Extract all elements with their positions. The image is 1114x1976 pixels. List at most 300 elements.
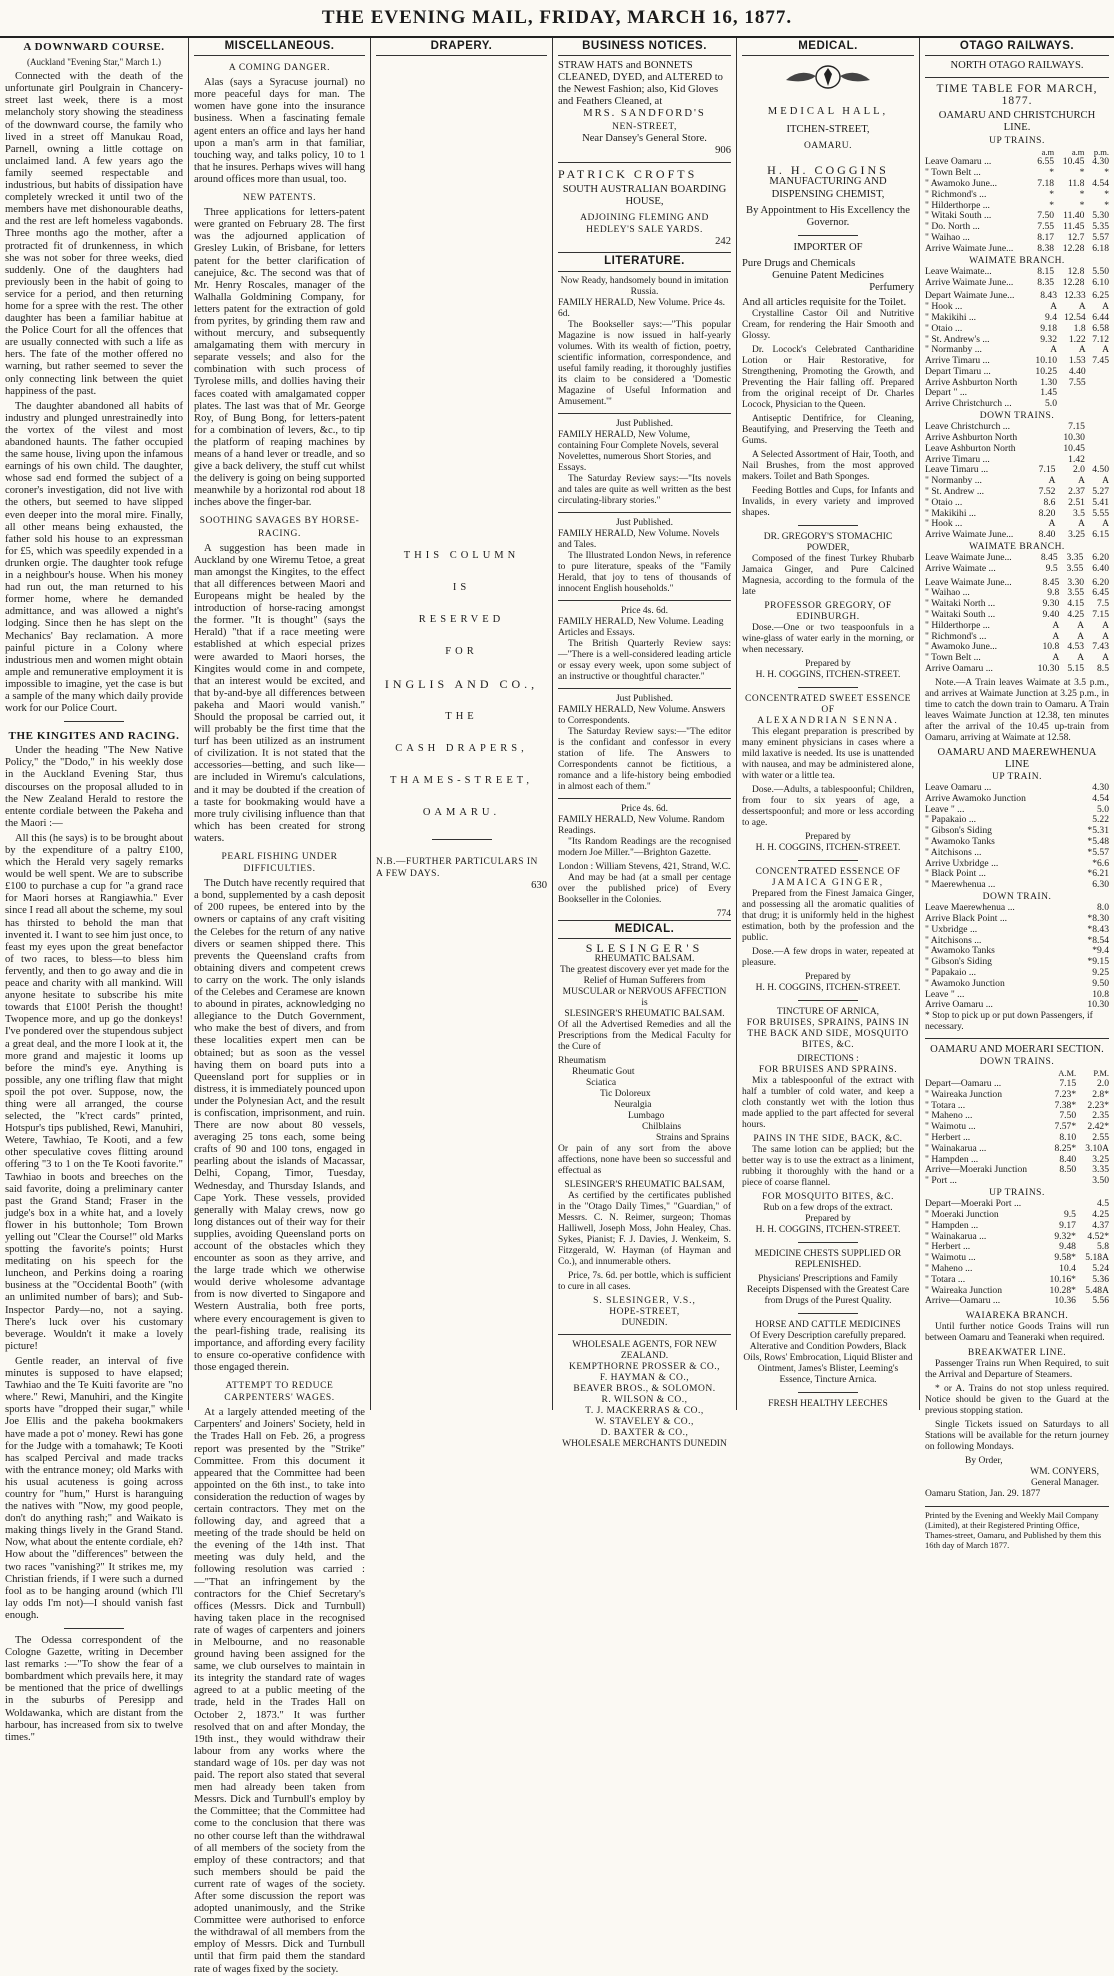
- ad-text: The Saturday Review says:—"Its novels and tales are quite as well written as the best circulating-library stories.": [558, 473, 731, 506]
- ad-title: HORSE AND CATTLE MEDICINES: [755, 1320, 901, 1331]
- article-paragraph: The Dutch have recently required that a bond, supplemented by a cash deposit of 200 rupees, be entered into by the owners or captains of any craft visiting the Celebes for the return of any native divers or seamen shipped there. This prevents the Queensland crafts from obtaining divers and competent crews to carry on the work. The only islands of the Celebes and Ceramese are known to abound in pirates, acknowledging no allegiance to the Dutch Government, who make the best of divers, and from these localities expert men can be obtained; but as soon as the vessel having them on board puts into a Queensland port for supplies or in distress, it is immediately pounced upon under the Polynesian Act, and the result is confiscation, imprisonment, and ruin. There are now about 80 vessels, averaging 25 tons each, some being crafts of 90 and 100 tons, engaged in pearling about the islands of Macassar, Delhi, Copang, Timor, Tuesday, Wednesday, and Thursday Islands, and Cape York. These vessels, provided generally with Malay crews, now go long distances out of their way for their supplies, avoiding Queensland ports on account of the obstacles which they encounter as soon as they arrive, and the large trade which we otherwise would derive wholesome advantage from is now diverted to Singapore and Western Australia, both free ports, where every encouragement is given to the pearl-fishing trade, realising its importance, and affording every facility to ensure co-operative confidence with those engaged therein.: [194, 878, 365, 1373]
- ad-location: DUNEDIN.: [621, 1317, 668, 1328]
- departure-time: 9.48: [1059, 1241, 1076, 1253]
- departure-time: 8.15: [1037, 265, 1055, 277]
- station-name: Depart Waimate June...: [925, 290, 1015, 302]
- departure-time: 1.53: [1068, 355, 1086, 367]
- column-news: [0, 38, 188, 1743]
- departure-time: 2.0: [1097, 1078, 1109, 1090]
- departure-time: 3.35: [1066, 552, 1084, 564]
- station-name: Leave Oamaru ...: [925, 156, 992, 168]
- timetable-down-oamaru: [925, 578, 1109, 675]
- ailment: Tic Doloreux: [600, 1088, 651, 1099]
- ad-text: Just Published.: [615, 693, 673, 704]
- departure-time: 6.10: [1092, 276, 1109, 288]
- departure-time: 9.4: [1045, 311, 1057, 323]
- section-title: NEW PATENTS.: [242, 193, 317, 204]
- departure-time: 4.54: [1092, 178, 1109, 190]
- ad-subhead: FOR MOSQUITO BITES, &C.: [762, 1192, 894, 1203]
- departure-time: 5.0: [1097, 803, 1109, 815]
- timetable-waimate: [925, 267, 1109, 289]
- line-title: OAMARU AND CHRISTCHURCH LINE.: [938, 110, 1096, 134]
- station-name: " Waitaki North ...: [925, 598, 996, 610]
- train-direction: DOWN TRAINS.: [979, 411, 1055, 422]
- station-name: " Hook ...: [925, 518, 963, 530]
- article-title: THE KINGITES AND RACING.: [8, 730, 180, 743]
- departure-time: 5.22: [1092, 814, 1109, 826]
- ad-text: The same lotion can be applied; but the better way is to use the extract as a liniment, rubbing it thoroughly with the hand or a piece of coarse flannel.: [742, 1145, 914, 1189]
- station-name: Arrive Uxbridge ...: [925, 857, 999, 869]
- departure-time: 7.18: [1037, 178, 1055, 190]
- departure-time: 8.50: [1059, 1164, 1077, 1176]
- drapery-line: THAMES-STREET,: [389, 774, 533, 786]
- station-name: " Waireaka Junction: [925, 1284, 1003, 1296]
- column-railways: [920, 38, 1114, 1551]
- departure-time: [1085, 433, 1109, 444]
- departure-time: 3.25: [1092, 1153, 1109, 1165]
- departure-time: *6.6: [1092, 857, 1109, 869]
- ad-title: FAMILY HERALD, New Volume. Novels and Tales.: [558, 528, 720, 550]
- departure-time: 3.5: [1072, 507, 1085, 519]
- ad-text: "Its Random Readings are the recognised modern Joe Miller."—Brighton Gazette.: [558, 836, 731, 858]
- departure-time: 10.45: [1063, 442, 1085, 454]
- station-name: Leave Waimate June...: [925, 552, 1012, 564]
- section-title: PEARL FISHING UNDER DIFFICULTIES.: [221, 852, 338, 875]
- ad-text: Just Published.: [615, 418, 673, 429]
- station-name: " Port ...: [925, 1175, 957, 1187]
- timetable-row: [925, 1000, 1109, 1011]
- timetable-row: [925, 498, 1109, 509]
- ad-text: By Appointment to His Excellency the Governor.: [746, 204, 910, 228]
- station-name: " Hampden ...: [925, 1219, 979, 1231]
- departure-time: 9.8: [1047, 587, 1060, 599]
- departure-time: 10.45: [1062, 156, 1085, 168]
- ad-text: CONCENTRATED SWEET ESSENCE OF: [745, 694, 911, 716]
- departure-time: 6.20: [1092, 552, 1109, 564]
- train-direction: DOWN TRAINS.: [979, 1057, 1055, 1068]
- station-name: " Waihao ...: [925, 587, 970, 599]
- departure-time: [1046, 1176, 1076, 1187]
- ad-signature: H. H. COGGINS, ITCHEN-STREET.: [755, 1225, 901, 1236]
- station-name: " Awamoko Tanks: [925, 945, 995, 957]
- departure-time: 3.10A: [1085, 1142, 1109, 1154]
- column-heading: LITERATURE.: [558, 252, 731, 271]
- ad-title: WHOLESALE MERCHANTS DUNEDIN: [562, 1438, 727, 1449]
- ad-text: Prepared by: [805, 659, 851, 670]
- departure-time: 5.8: [1097, 1241, 1109, 1253]
- timetable-down-connection: [925, 291, 1109, 410]
- drapery-firm: INGLIS AND CO.,: [384, 677, 539, 692]
- departure-time: 5.56: [1092, 1295, 1109, 1307]
- ad-text: Dose.—Adults, a tablespoonful; Children, from four to six years of age, a dessertspoonful; and more or less according to age.: [742, 785, 914, 829]
- departure-time: [1031, 433, 1055, 444]
- departure-time: [1086, 367, 1109, 378]
- ad-text: And all articles requisite for the Toilet.: [742, 297, 907, 309]
- departure-time: 3.55: [1067, 587, 1085, 599]
- station-name: " Totara ...: [925, 1273, 966, 1285]
- timetable-row: [925, 399, 1109, 410]
- agent: BEAVER BROS., & SOLOMON.: [573, 1383, 716, 1394]
- timetable-maerewhenua-down: [925, 903, 1109, 1011]
- departure-time: 10.8: [1092, 988, 1109, 1000]
- timetable-row: [925, 564, 1109, 575]
- ad-subhead: FOR BRUISES AND SPRAINS.: [758, 1065, 898, 1076]
- ad-business-name: MRS. SANDFORD'S: [583, 108, 706, 120]
- departure-time: 8.43: [1040, 290, 1057, 302]
- departure-time: 2.42*: [1087, 1121, 1109, 1133]
- column-business-notices: [553, 38, 736, 1449]
- station-name: " Maheno ...: [925, 1262, 973, 1274]
- article-paragraph: All this (he says) is to be brought about by the expenditure of a paltry £100, which the Herald very sagely remarks would be well spent. We are to subscribe £100 to purchase a cup for "a grand race for Maori horses at Rangiawhia." Ever since I read all about the scheme, my soul has thirsted to behold the man that invented it. I want to see him just once, to feast my eyes upon the great benefactor of two races, to bless—to bless him fervently, and then to go away and die in peace and charity with all mankind. Will anyone hesitate to subscribe his mite towards that £100! Perish the thought! Twopence more, and up go the donkeys! I've pondered over the stupendous subject a great deal, and the more I look at it, the more grand and majestic it looms up before the mind's eye. Anything is possible, any one trifling flaw that might spoil the pot over. Suppose, now, the thing were all arranged, the course selected, the "k'rect cards" printed, Hotspur's tips published, Rewi, Manuhiri, Wetere, Tawhiao, Te Kooti, and a few other speculative coves flitting around offering "3 to 1 on the Te Kooti favorite." Tawhiao in boots and breeches on the said favorite, doing a preliminary canter past the Grand Stand; Fraser in the judge's box in a white hat, and a lovely flower in his buttonhole; Tom Brown yelling out "Clear the Course!" old Marks spotting the favorite's points; Hurst meditating on his speech for the luncheon, and Perkins doing a roaring business at the "Occidental Booth" (with an unlimited number of bars); and Sub-Inspector Pardy—no, not a saying. There's luck over his customary beverage. Wouldn't it make a lovely picture!: [5, 832, 183, 1352]
- departure-time: 6.55: [1037, 156, 1055, 168]
- article-title: A DOWNWARD COURSE.: [23, 41, 165, 53]
- station-name: " Town Belt ...: [925, 652, 981, 664]
- shop-street: ITCHEN-STREET,: [786, 124, 870, 136]
- ailment-list: [558, 1056, 731, 1144]
- ad-title: WHOLESALE AGENTS, FOR NEW ZEALAND.: [572, 1339, 717, 1361]
- station-name: " Hilderthorpe ...: [925, 619, 990, 631]
- station-name: " Maheno ...: [925, 1110, 973, 1122]
- separator: [558, 162, 731, 163]
- departure-time: 7.45: [1092, 355, 1109, 367]
- departure-time: 5.24: [1092, 1262, 1109, 1274]
- station-name: " Makikihi ...: [925, 507, 977, 519]
- ailment: Neuralgia: [614, 1099, 652, 1110]
- station-name: Arrive—Oamaru ...: [925, 1295, 1001, 1307]
- timetable-up: [925, 147, 1109, 255]
- departure-time: 6.44: [1092, 311, 1109, 323]
- timetable-row: [925, 880, 1109, 891]
- ad-text: Of Every Description carefully prepared. Alterative and Condition Powders, Black Oils, Rows' Embrocation, Liquid Blister and Ointment, James's Blister, Leeming's Essence, Tincture Arnica.: [743, 1331, 913, 1386]
- article-paragraph: Alas (says a Syracuse journal) no more peaceful days for man. The women have gone into the insurance business. When a fascinating female agent enters an office and lays her hand upon a man's arm in that familiar, touching way, and talks policy, 10 to 1 that he insures. Perhaps wives will hang around offices more than usual, too.: [194, 77, 365, 185]
- departure-time: 10.16*: [1049, 1273, 1076, 1285]
- departure-time: 12.28: [1062, 276, 1085, 288]
- column-miscellaneous: [189, 38, 370, 1975]
- departure-time: 11.8: [1067, 178, 1085, 190]
- station-name: Depart Timaru ...: [925, 365, 991, 377]
- departure-time: 4.37: [1092, 1219, 1109, 1231]
- station-name: Leave Christchurch ...: [925, 421, 1010, 433]
- departure-time: 6.30: [1092, 879, 1109, 891]
- ad-text: Prepared by: [805, 1214, 851, 1225]
- ad-text: SOUTH AUSTRALIAN BOARDING HOUSE,: [562, 183, 727, 208]
- departure-time: 2.35: [1092, 1110, 1109, 1122]
- ad-signature: H. H. COGGINS, ITCHEN-STREET.: [755, 983, 901, 994]
- ad-street: NEN-STREET,: [612, 121, 677, 132]
- departure-time: A: [1078, 301, 1086, 313]
- departure-time: 6.20: [1092, 576, 1109, 588]
- departure-time: 6.25: [1092, 290, 1109, 302]
- departure-time: 7.55: [1037, 221, 1055, 233]
- station-name: " Otaio ...: [925, 496, 963, 508]
- agent: KEMPTHORNE PROSSER & CO.,: [568, 1361, 721, 1372]
- departure-time: 8.5: [1097, 663, 1109, 674]
- column-medical: [737, 38, 919, 1410]
- drapery-line: THE: [445, 710, 478, 722]
- departure-time: *9.4: [1092, 945, 1109, 957]
- ad-text: Just Published.: [615, 517, 673, 528]
- departure-time: A: [1078, 475, 1085, 487]
- station-name: " Awamoko Junction: [925, 977, 1005, 989]
- station-name: " Normanby ...: [925, 475, 982, 487]
- ad-text: The greatest discovery ever yet made for the Relief of Human Sufferers from: [559, 964, 730, 986]
- departure-time: 7.55: [1068, 376, 1086, 388]
- departure-time: 5.50: [1092, 265, 1109, 277]
- ad-publisher: London : William Stevens, 421, Strand, W.C.: [558, 861, 731, 872]
- departure-time: *: [1104, 199, 1109, 211]
- ad-text: The Bookseller says:—"This popular Magazine is now issued in half-yearly volumes. With its wealth of fiction, poetry, scientific information, correspondence, and useful family reading, it thoroughly justifies its claim to be considered a 'Domestic Magazine of Useful Information and Amusement.'": [558, 319, 731, 407]
- departure-time: 8.40: [1038, 529, 1056, 541]
- station-name: " Moeraki Junction: [925, 1208, 999, 1220]
- ad-text: This elegant preparation is prescribed by many eminent physicians in cases where a mild laxative is needed. Its use is unattended with nausea, and may be administered alone, with water or a little tea.: [742, 727, 914, 782]
- departure-time: 1.8: [1073, 322, 1086, 334]
- ad-text: The British Quarterly Review says:—"There is a well-considered leading article or essay every week, upon some subject of an instructive or thoughtful character.": [558, 638, 731, 682]
- departure-time: [1086, 388, 1109, 399]
- column-heading: MISCELLANEOUS.: [194, 38, 365, 56]
- ad-text: Price, 7s. 6d. per bottle, which is sufficient to cure in all cases.: [558, 1270, 731, 1292]
- station-name: " Aitchisons ...: [925, 846, 982, 858]
- ad-title: FAMILY HERALD, New Volume, containing Four Complete Novels, several Novelettes, numerous Short Stories, and Essays.: [558, 429, 719, 473]
- timetable-row: [925, 1275, 1109, 1286]
- departure-time: A: [1102, 344, 1109, 356]
- ad-text: The Illustrated London News, in reference to pure literature, speaks of the "Family Herald, that joy to tens of thousands of innocent English households.": [558, 550, 731, 594]
- departure-time: 8.6: [1043, 496, 1056, 508]
- departure-time: A: [1052, 619, 1060, 631]
- section-title: SOOTHING SAVAGES BY HORSE-RACING.: [199, 516, 360, 539]
- departure-time: 12.28: [1062, 242, 1085, 254]
- ad-business-name: SLESINGER'S: [585, 940, 704, 955]
- drapery-line: OAMARU.: [422, 806, 501, 818]
- departure-time: 8.17: [1037, 232, 1055, 244]
- printer-imprint: Printed by the Evening and Weekly Mail Company (Limited), at their Registered Printing Office, Thames-street, Oamaru, and Published by them this 16th day of March 1877.: [925, 1506, 1109, 1550]
- station-name: Arrive Waimate June...: [925, 242, 1014, 254]
- departure-time: *: [1049, 199, 1055, 211]
- departure-time: 1.42: [1068, 453, 1085, 465]
- timetable-title: NORTH OTAGO RAILWAYS.: [950, 60, 1084, 72]
- departure-time: 7.43: [1092, 641, 1109, 653]
- drapery-line: RESERVED: [418, 614, 505, 626]
- departure-time: 2.0: [1072, 464, 1085, 476]
- ad-text: Prepared by: [805, 832, 851, 843]
- ad-text: Pure Drugs and Chemicals: [742, 257, 856, 269]
- ad-text: Or pain of any sort from the above affections, none have been so successful and effectual as: [558, 1143, 731, 1176]
- timetable-header-row: a.m a.m p.m.: [1041, 146, 1109, 157]
- departure-time: *5.48: [1087, 836, 1109, 848]
- ad-text: Dose.—One or two teaspoonfuls in a wine-glass of water early in the morning, or when necessary.: [742, 623, 914, 656]
- departure-time: 5.0: [1045, 398, 1057, 410]
- departure-time: A: [1078, 344, 1086, 356]
- station-name: Leave Waimate...: [925, 265, 992, 277]
- drapery-line: FOR: [445, 646, 478, 658]
- ailment: Chilblains: [642, 1121, 682, 1132]
- departure-time: *8.43: [1087, 923, 1109, 935]
- station-name: " Maerewhenua ...: [925, 879, 996, 891]
- departure-time: 9.17: [1059, 1219, 1076, 1231]
- station-name: " Black Point ...: [925, 868, 986, 880]
- station-name: " Makikihi ...: [925, 311, 977, 323]
- separator: [432, 839, 492, 840]
- departure-time: 5.30: [1092, 210, 1109, 222]
- branch-title: WAIMATE BRANCH.: [969, 541, 1065, 552]
- article-paragraph: Under the heading "The New Native Policy," the "Dodo," in his weekly dose in the Auckland Evening Star, thus discourses on the proposal alluded to in the New Zealand Herald to restore the entente cordiale between the Pakeha and the Maori :—: [5, 745, 183, 829]
- departure-time: 11.45: [1063, 221, 1085, 233]
- station-name: Leave " ...: [925, 803, 965, 815]
- manager-name: WM. CONYERS,: [1030, 1467, 1099, 1478]
- article-paragraph: The daughter abandoned all habits of industry and plunged unrestrainedly into the vortex of the vilest and most abandoned haunts. The father occupied the same house, living upon the infamous earnings of his own child. The daughter, whose sad end formed the subject of a coroner's investigation, did not live with the others, but seemed to have slipped even deeper into the moral mire. Finally, all other means being exhausted, the father sold his house to an expressman for £5, which was speedily expended in a drunken orgie. The daughter took refuge in a neighbour's house. When his money had run out, the man returned to his former home, where he demanded admittance, and was allowed a night's lodging. Since then he has slept on the Mechanics' Bay reclamation. A more painful picture in a Colony where industrious men and women might obtain ample and remunerative employment it is impossible to imagine, yet the case is but a sample of the many which daily provide work for our Police Court.: [5, 400, 183, 715]
- ad-number: 906: [715, 144, 731, 156]
- departure-time: 8.25*: [1054, 1142, 1077, 1154]
- departure-time: 6.40: [1092, 562, 1109, 574]
- departure-time: 4.25: [1092, 1208, 1109, 1220]
- departure-time: A: [1050, 301, 1057, 313]
- departure-time: [1085, 444, 1109, 455]
- departure-time: 5.57: [1092, 232, 1109, 244]
- departure-time: 7.38*: [1054, 1099, 1077, 1111]
- masthead-title: THE EVENING MAIL, FRIDAY, MARCH 16, 1877.: [321, 7, 793, 28]
- ad-business-name: PATRICK CROFTS: [558, 166, 698, 181]
- product: Antiseptic Dentifrice, for Cleaning, Beautifying, and Preserving the Teeth and Gums.: [742, 414, 914, 447]
- departure-time: 2.37: [1068, 485, 1085, 497]
- ad-title: RHEUMATIC BALSAM.: [594, 953, 695, 964]
- departure-time: 7.15: [1068, 421, 1085, 433]
- departure-time: A: [1102, 518, 1109, 530]
- ad-text: As certified by the certificates published in the "Otago Daily Times," "Guardian," of Messrs. C. N. Reimer, surgeon; Thomas Halliwell, Joseph Moss, John Healey, Chas. Sykes, Pianist; F. J. Davies, J. Wenkeim, S. Fitzgerald, W. Hayman (of Hayman and Co.), and innumerable others.: [558, 1190, 731, 1267]
- masthead: [0, 0, 1114, 38]
- departure-time: 8.45: [1040, 552, 1058, 564]
- timetable-row: [925, 530, 1109, 541]
- ailment: Rheumatic Gout: [572, 1066, 635, 1077]
- departure-time: *8.54: [1087, 934, 1109, 946]
- timetable-note: * Stop to pick up or put down Passengers, if necessary.: [925, 1011, 1093, 1033]
- station-name: " Wainakarua ...: [925, 1230, 987, 1242]
- station-name: Arrive Black Point ...: [925, 912, 1008, 924]
- ad-text: Prepared by: [805, 972, 851, 983]
- departure-time: 10.30: [1087, 999, 1109, 1011]
- departure-time: 4.25: [1067, 609, 1085, 621]
- timetable-row: [925, 1221, 1109, 1232]
- departure-time: 5.36: [1092, 1273, 1109, 1285]
- station-name: Arrive Ashburton North: [925, 431, 1018, 443]
- station-name: " Richmond's ...: [925, 188, 987, 200]
- ad-title: MEDICINE CHESTS SUPPLIED OR REPLENISHED.: [754, 1249, 902, 1271]
- timetable-header-row: A.M. P.M.: [1058, 1068, 1109, 1079]
- ad-number: 774: [716, 908, 731, 919]
- station-name: " Do. North ...: [925, 221, 980, 233]
- departure-time: 7.23*: [1054, 1088, 1077, 1100]
- timetable-note: Passenger Trains run When Required, to suit the Arrival and Departure of Steamers.: [925, 1359, 1109, 1381]
- timetable-moerari-down: [925, 1068, 1109, 1187]
- drapery-line: CASH DRAPERS,: [395, 742, 528, 754]
- station-name: " Herbert ...: [925, 1132, 971, 1144]
- station-name: " St. Andrew's ...: [925, 333, 990, 345]
- departure-time: 4.50: [1092, 464, 1109, 476]
- departure-time: 2.51: [1068, 496, 1085, 508]
- ad-text: Price 4s. 6d.: [621, 605, 668, 616]
- timetable-note: Note.—A Train leaves Waimate at 3.5 p.m., and arrives at Waimate Junction at 3.25 p.m., in time to catch the down train to Oamaru. A Train leaves Waimate Junction at 12.38, ten minutes after the arrival of the 10.45 up-train from Oamaru, arriving at Waimate at 12.58.: [925, 677, 1109, 743]
- product: A Selected Assortment of Hair, Tooth, and Nail Brushes, from the most approved makers. Toilet and Bath Sponges.: [742, 450, 914, 483]
- departure-time: 7.50: [1037, 210, 1055, 222]
- train-direction: UP TRAINS.: [989, 135, 1045, 146]
- shop-name: MEDICAL HALL,: [767, 106, 889, 118]
- departure-time: 5.41: [1092, 496, 1109, 508]
- drapery-note: N.B.—FURTHER PARTICULARS IN A FEW DAYS.: [376, 856, 538, 880]
- departure-time: 8.20: [1038, 507, 1056, 519]
- station-name: Arrive Waimate June...: [925, 529, 1014, 541]
- product-list: [742, 309, 914, 1410]
- station-name: " Witaki South ...: [925, 210, 992, 222]
- ad-title: DIRECTIONS :: [797, 1054, 859, 1065]
- station-name: " Hilderthorpe ...: [925, 199, 990, 211]
- drapery-line: THIS COLUMN: [403, 550, 520, 562]
- departure-time: 10.8: [1042, 641, 1060, 653]
- departure-time: *6.21: [1087, 868, 1109, 880]
- section-title: A COMING DANGER.: [228, 63, 331, 74]
- ad-title: SLESINGER'S RHEUMATIC BALSAM.: [564, 1008, 725, 1019]
- departure-time: A: [1102, 301, 1109, 313]
- departure-time: 2.55: [1092, 1132, 1109, 1144]
- departure-time: 9.18: [1040, 322, 1057, 334]
- ad-text: Perfumery: [869, 282, 914, 294]
- column-heading: MEDICAL.: [742, 38, 914, 56]
- ailment: Lumbago: [628, 1110, 665, 1121]
- departure-time: A: [1102, 630, 1109, 642]
- separator: [64, 1628, 124, 1629]
- departure-time: A: [1102, 652, 1109, 664]
- ad-text: PROFESSOR GREGORY, OF EDINBURGH.: [764, 601, 892, 623]
- departure-time: A: [1048, 475, 1056, 487]
- column-heading: MEDICAL.: [558, 920, 731, 939]
- departure-time: 8.35: [1037, 276, 1055, 288]
- ad-location: ADJOINING FLEMING AND HEDLEY'S SALE YARDS.: [580, 213, 709, 236]
- manager-title: General Manager.: [1030, 1478, 1099, 1489]
- departure-time: 7.15: [1038, 464, 1056, 476]
- departure-time: 4.40: [1068, 365, 1086, 377]
- ad-title: FAMILY HERALD, New Volume. Random Readings.: [558, 814, 725, 836]
- ad-text: Physicians' Prescriptions and Family Receipts Dispensed with the Greatest Care from Drugs of the Purest Quality.: [746, 1274, 910, 1307]
- station-name: Arrive Oamaru ...: [925, 999, 993, 1011]
- station-name: Depart—Moeraki Port ...: [925, 1198, 1022, 1210]
- departure-time: A: [1102, 619, 1109, 631]
- ad-text: The Saturday Review says:—"The editor is the confidant and confessor in every station of life. The Answers to Correspondents cannot be fictitious, a romance and a life-history being embodied in almost each of them.": [558, 726, 731, 792]
- station-name: " Uxbridge ...: [925, 923, 978, 935]
- timetable-moerari-up: [925, 1199, 1109, 1307]
- ad-text: Rub on a few drops of the extract.: [763, 1203, 893, 1214]
- departure-time: 9.32*: [1054, 1230, 1076, 1242]
- timetable-row: [925, 1176, 1109, 1187]
- departure-time: A: [1102, 475, 1109, 487]
- agent: W. STAVELEY & CO.,: [595, 1416, 694, 1427]
- departure-time: 6.18: [1092, 242, 1109, 254]
- agent: D. BAXTER & CO.,: [600, 1427, 689, 1438]
- line-title: OAMARU AND MAEREWHENUA LINE: [937, 746, 1097, 770]
- station-name: " Waihao ...: [925, 232, 970, 244]
- departure-time: 10.28*: [1049, 1284, 1076, 1296]
- departure-time: 5.27: [1092, 485, 1109, 497]
- departure-time: 6.58: [1092, 322, 1109, 334]
- timetable-row: [925, 324, 1109, 335]
- departure-time: 7.5: [1097, 598, 1109, 610]
- ad-rheumatic-balsam: [558, 940, 731, 1450]
- timetable-note: * or A. Trains do not stop unless required. Notice should be given to the Guard at the previous stopping station.: [925, 1384, 1109, 1417]
- ad-subhead: PAINS IN THE SIDE, BACK, &C.: [753, 1134, 903, 1145]
- ad-title: FAMILY HERALD, New Volume. Price 4s. 6d.: [558, 297, 726, 319]
- station-name: Arrive Ashburton North: [925, 376, 1018, 388]
- royal-arms-icon: [782, 62, 874, 92]
- shop-town: OAMARU.: [803, 141, 853, 152]
- station-name: " Wainakarua ...: [925, 1142, 987, 1154]
- ad-text: Dose.—A few drops in water, repeated at pleasure.: [742, 947, 914, 969]
- station-name: Leave Maerewhenua ...: [925, 902, 1015, 914]
